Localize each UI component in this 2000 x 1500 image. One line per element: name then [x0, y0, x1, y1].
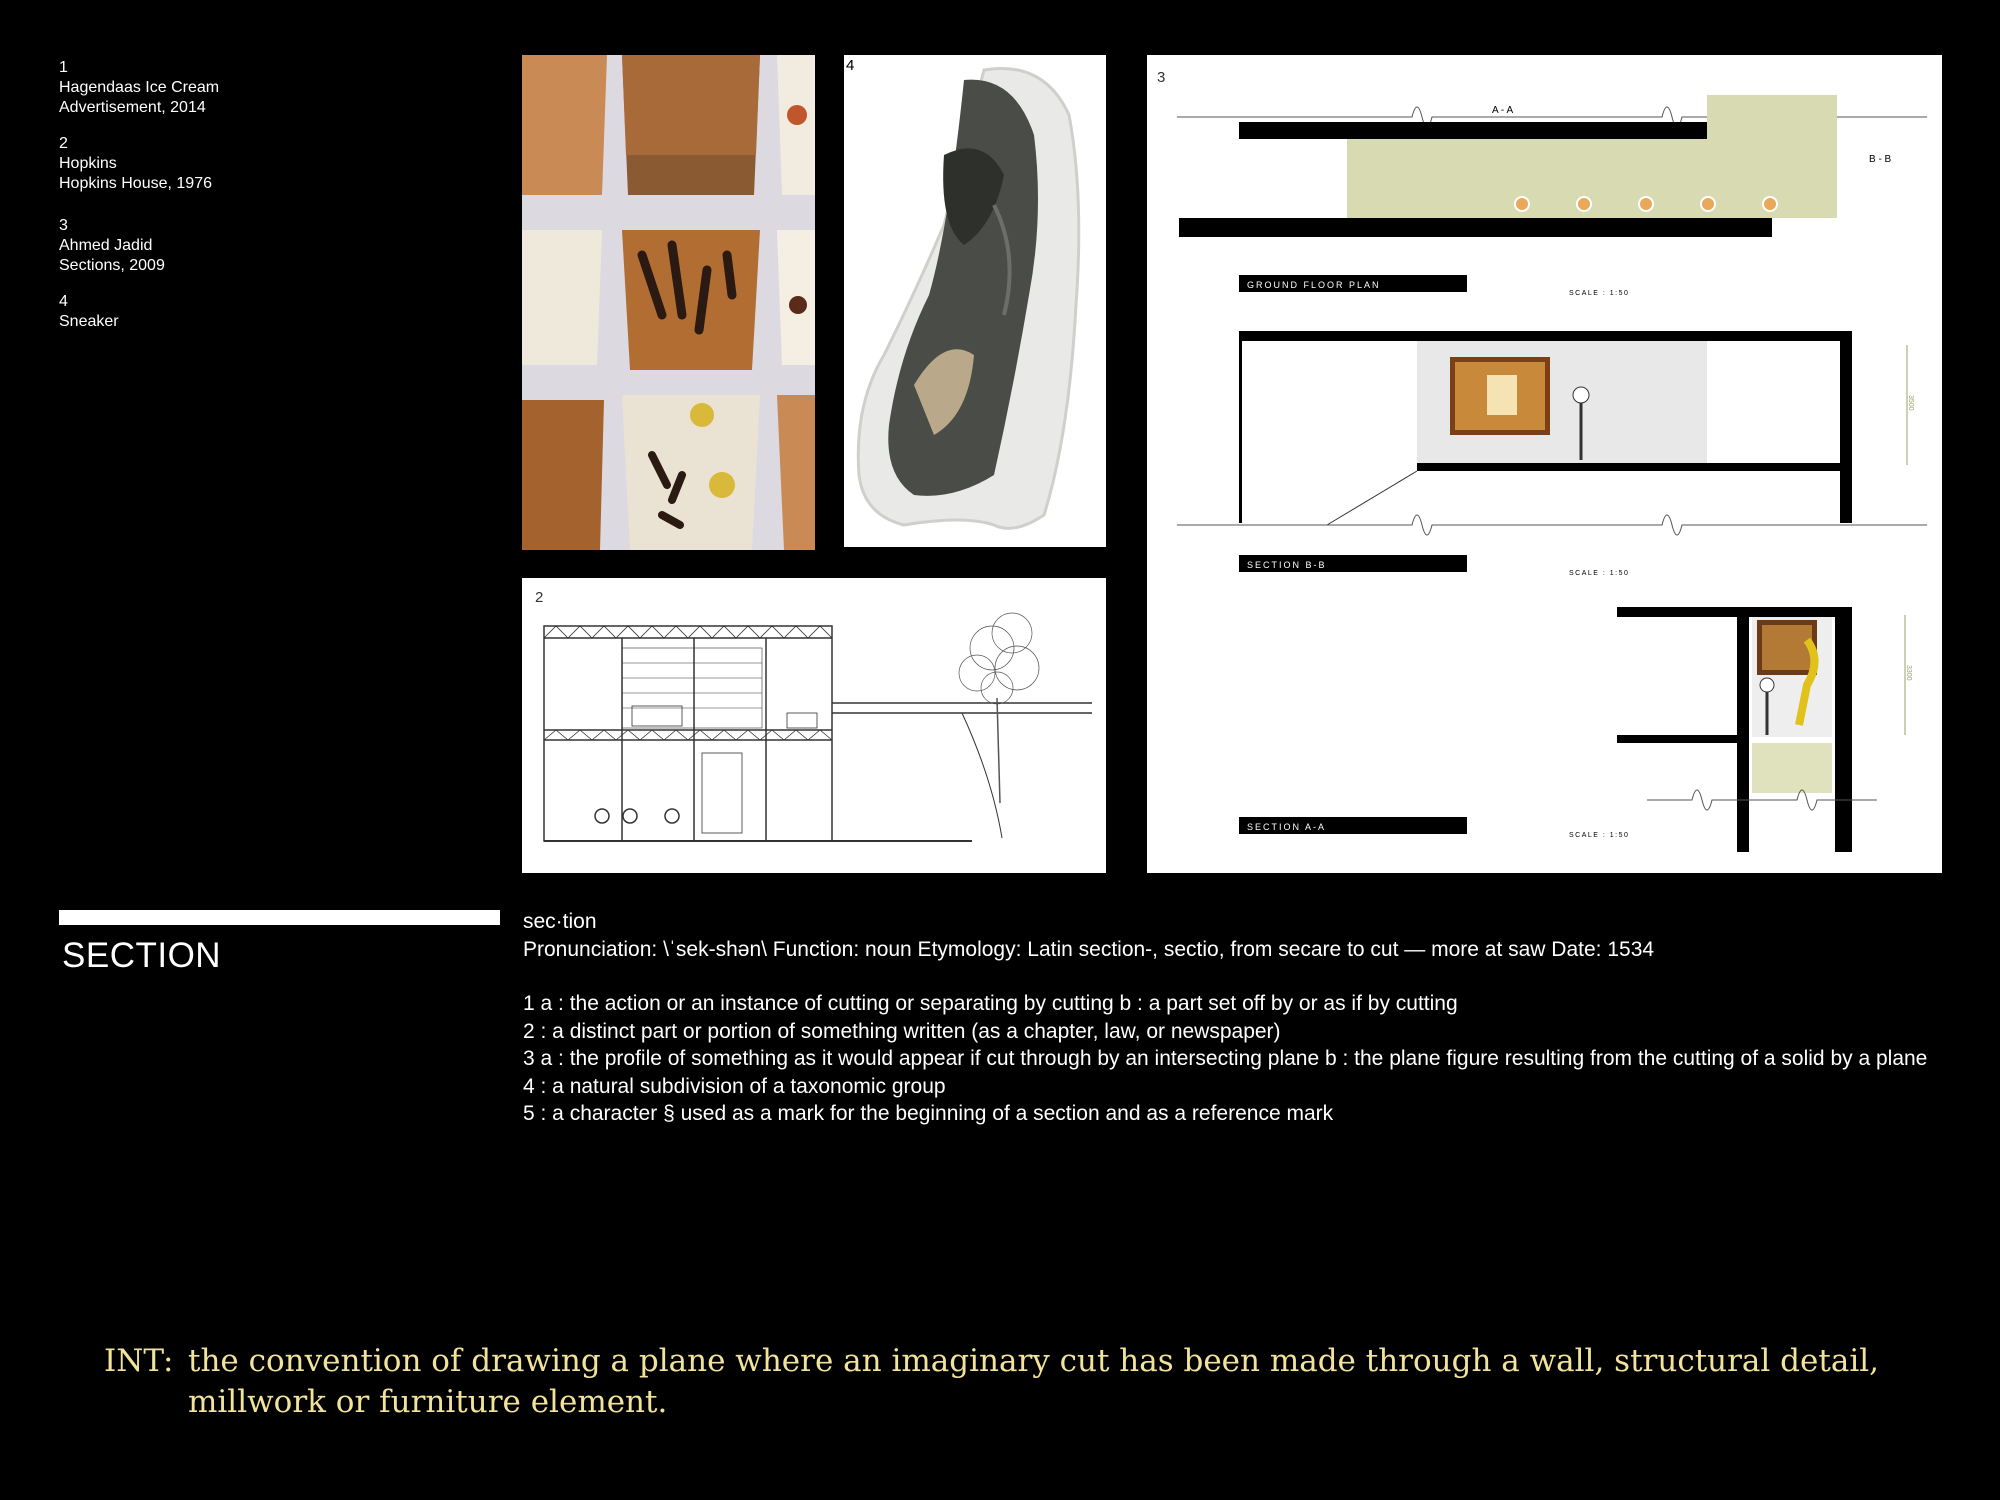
- scale-label: SCALE : 1:50: [1569, 832, 1630, 839]
- ice-cream-advertisement-image: [522, 55, 815, 550]
- caption-2: [59, 134, 319, 194]
- sense-item: 2 : a distinct part or portion of something written (as a chapter, law, or newspaper): [523, 1019, 1281, 1043]
- caption-number: 1: [59, 59, 68, 76]
- caption-number: 2: [59, 135, 68, 152]
- dimension-label: 3500: [1907, 395, 1914, 411]
- section-bb: [1177, 331, 1927, 577]
- caption-1: [59, 58, 319, 118]
- caption-line: Sneaker: [59, 313, 119, 330]
- ground-floor-plan: [1177, 95, 1927, 297]
- ahmed-jadid-sections-image: [1147, 55, 1942, 873]
- caption-line: Advertisement, 2014: [59, 99, 206, 116]
- section-aa: [1239, 607, 1912, 852]
- scale-label: SCALE : 1:50: [1569, 290, 1630, 297]
- interior-note: [104, 1341, 1964, 1423]
- section-rule: [59, 910, 500, 925]
- scale-label: SCALE : 1:50: [1569, 570, 1630, 577]
- sense-item: 3 a : the profile of something as it would appear if cut through by an intersecting plane b : the plane figure resulting from the cutting of a solid by a plane: [523, 1047, 1928, 1070]
- cut-label-aa: A - A: [1492, 105, 1514, 116]
- int-label: INT:: [104, 1343, 174, 1379]
- panel-number: 4: [846, 57, 855, 74]
- caption-line: Hopkins: [59, 155, 117, 172]
- sections-drawing: [1147, 55, 1942, 873]
- headword: sec·tion: [523, 910, 597, 933]
- caption-line: Hopkins House, 1976: [59, 175, 212, 192]
- panel-number: 3: [1157, 69, 1166, 86]
- caption-number: 3: [59, 217, 68, 234]
- sense-item: 5 : a character § used as a mark for the beginning of a section and as a reference mark: [523, 1102, 1334, 1125]
- dictionary-definition: [523, 908, 1953, 1128]
- pronunciation-line: Pronunciation: \ˈsek-shən\ Function: noun Etymology: Latin section-, sectio, from secare to cut — more at saw Date: 1534: [523, 937, 1655, 961]
- sneaker-illustration: [844, 55, 1106, 547]
- cut-label-bb: B - B: [1869, 154, 1892, 165]
- page-title: SECTION: [62, 936, 222, 975]
- spacer: [523, 963, 1953, 990]
- caption-line: Sections, 2009: [59, 257, 165, 274]
- sense-item: 1 a : the action or an instance of cutting or separating by cutting b : a part set off by or as if by cutting: [523, 992, 1458, 1015]
- ice-cream-cups-illustration: [522, 55, 815, 550]
- caption-4: [59, 292, 319, 332]
- section-aa-label: SECTION A-A: [1247, 822, 1327, 832]
- caption-3: [59, 216, 319, 276]
- hopkins-house-section-image: [522, 578, 1106, 873]
- int-text: the convention of drawing a plane where an imaginary cut has been made through a wall, structural detail, millwork or furniture element.: [188, 1343, 1879, 1420]
- sneaker-image: [844, 55, 1106, 547]
- caption-number: 4: [59, 293, 68, 310]
- hopkins-section-drawing: [522, 578, 1106, 873]
- sense-item: 4 : a natural subdivision of a taxonomic group: [523, 1074, 946, 1098]
- caption-line: Hagendaas Ice Cream: [59, 79, 220, 96]
- panel-number: 2: [535, 589, 544, 606]
- ground-floor-plan-label: GROUND FLOOR PLAN: [1247, 280, 1381, 290]
- image-captions: [59, 58, 319, 348]
- dimension-label: 3300: [1905, 665, 1912, 681]
- caption-line: Ahmed Jadid: [59, 237, 153, 254]
- section-bb-label: SECTION B-B: [1247, 560, 1327, 570]
